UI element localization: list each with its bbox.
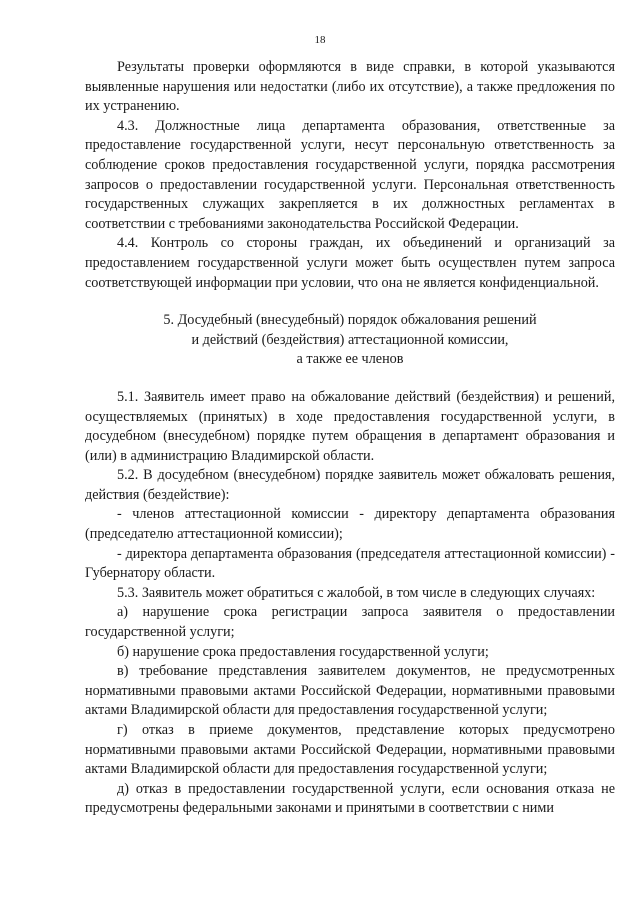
list-item: д) отказ в предоставлении государственной услуги, если основания отказа не предусмотрены федеральными законами и принятыми в соответствии с ними (85, 780, 615, 817)
paragraph: 5.1. Заявитель имеет право на обжалование действий (бездействия) и решений, осуществляемых (принятых) в ходе предоставления государственной услуги, в досудебном (внесудебном) порядке путем обращения в департамент образования и (или) в администрацию Владимирской области. (85, 388, 615, 464)
paragraph: 4.3. Должностные лица департамента образования, ответственные за предоставление государственной услуги, несут персональную ответственность за соблюдение сроков предоставления государственной услуги, порядка рассмотрения запросов о предоставлении государственной услуги. Персональная ответственность государственных служащих закрепляется в их должностных регламентах в соответствии с требованиями законодательства Российской Федерации. (85, 117, 615, 232)
body-text (85, 58, 615, 819)
list-item: а) нарушение срока регистрации запроса заявителя о предоставлении государственной услуги; (85, 604, 615, 641)
paragraph: 5.2. В досудебном (внесудебном) порядке заявитель может обжаловать решения, действия (бездействие): (85, 467, 615, 503)
list-item: - директора департамента образования (председателя аттестационной комиссии) - Губернатору области. (85, 545, 615, 582)
heading-line: и действий (бездействия) аттестационной комиссии, (191, 331, 509, 348)
list-item: в) требование представления заявителем документов, не предусмотренных нормативными правовыми актами Российской Федерации, нормативными правовыми актами Владимирской области для предоставления государственной услуги; (85, 663, 615, 719)
heading-line: 5. Досудебный (внесудебный) порядок обжалования решений (163, 312, 537, 329)
heading-line: а также ее членов (296, 351, 404, 368)
section-heading (85, 311, 615, 370)
paragraph: 4.4. Контроль со стороны граждан, их объединений и организаций за предоставлением государственной услуги может быть осуществлен путем запроса соответствующей информации при условии, что она не является конфиденциальной. (85, 235, 615, 291)
list-item: б) нарушение срока предоставления государственной услуги; (117, 643, 489, 660)
list-item: г) отказ в приеме документов, представление которых предусмотрено нормативными правовыми актами Российской Федерации, нормативными правовыми актами Владимирской области для предоставления государственной услуги; (85, 722, 615, 778)
paragraph: Результаты проверки оформляются в виде справки, в которой указываются выявленные нарушения или недостатки (либо их отсутствие), а также предложения по их устранению. (85, 59, 615, 115)
list-item: - членов аттестационной комиссии - директору департамента образования (председателю аттестационной комиссии); (85, 506, 615, 543)
page-number: 18 (314, 34, 326, 46)
paragraph: 5.3. Заявитель может обратиться с жалобой, в том числе в следующих случаях: (117, 584, 596, 601)
